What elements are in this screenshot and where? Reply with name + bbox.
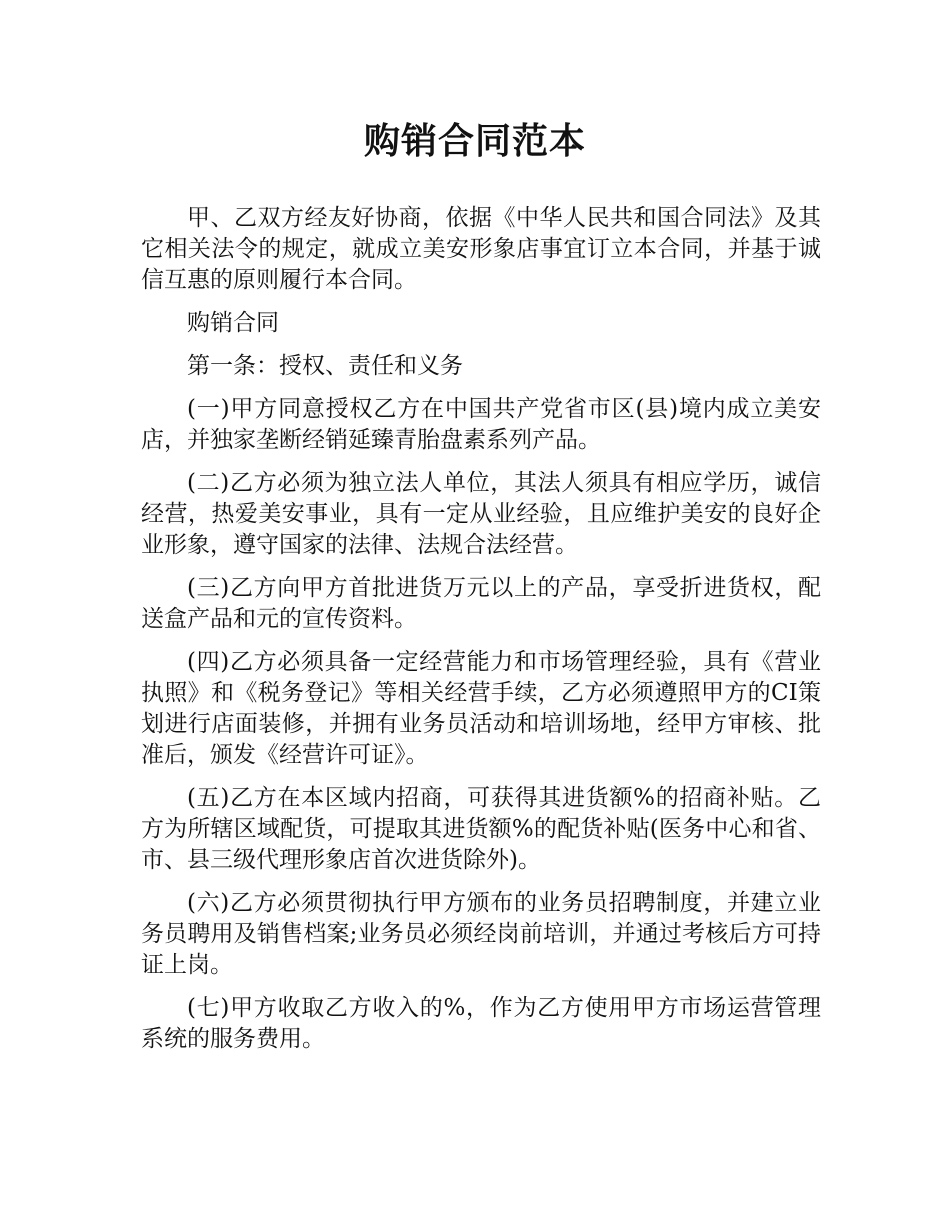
paragraph-clause-4: (四)乙方必须具备一定经营能力和市场管理经验，具有《营业执照》和《税务登记》等相关经营手续，乙方必须遵照甲方的CI策划进行店面装修，并拥有业务员活动和培训场地，经甲方审核、批准后，颁发《经营许可证》。: [141, 649, 821, 768]
paragraph-clause-5: (五)乙方在本区域内招商，可获得其进货额%的招商补贴。乙方为所辖区域配货，可提取其进货额%的配货补贴(医务中心和省、市、县三级代理形象店首次进货除外)。: [141, 785, 821, 873]
document-title: 购销合同范本: [363, 121, 586, 162]
paragraph-clause-6: (六)乙方必须贯彻执行甲方颁布的业务员招聘制度，并建立业务员聘用及销售档案;业务员必须经岗前培训，并通过考核后方可持证上岗。: [141, 890, 821, 978]
paragraph-heading-contract: 购销合同: [187, 310, 279, 336]
paragraph-article-1-heading: 第一条：授权、责任和义务: [187, 353, 463, 379]
document-body: [141, 203, 821, 1067]
paragraph-clause-1: (一)甲方同意授权乙方在中国共产党省市区(县)境内成立美安店，并独家垄断经销延臻青胎盘素系列产品。: [141, 396, 821, 453]
paragraph-clause-7: (七)甲方收取乙方收入的%，作为乙方使用甲方市场运营管理系统的服务费用。: [141, 995, 821, 1052]
paragraph-intro: 甲、乙双方经友好协商，依据《中华人民共和国合同法》及其它相关法令的规定，就成立美安形象店事宜订立本合同，并基于诚信互惠的原则履行本合同。: [141, 205, 821, 293]
paragraph-clause-2: (二)乙方必须为独立法人单位，其法人须具有相应学历，诚信经营，热爱美安事业，具有一定从业经验，且应维护美安的良好企业形象，遵守国家的法律、法规合法经营。: [141, 470, 821, 558]
paragraph-clause-3: (三)乙方向甲方首批进货万元以上的产品，享受折进货权，配送盒产品和元的宣传资料。: [141, 575, 821, 632]
